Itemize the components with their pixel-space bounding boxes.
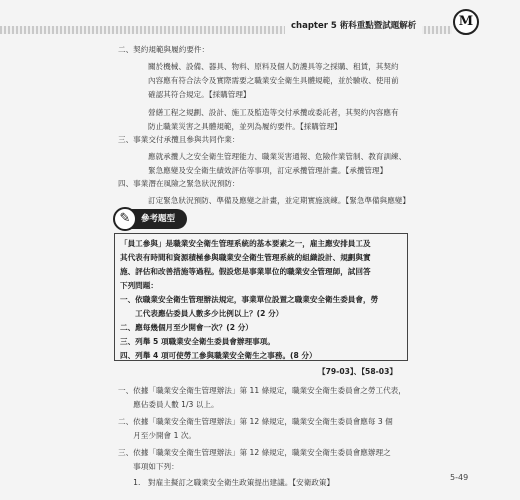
sub-question: 工代表應佔委員人數多少比例以上？(2 分） (120, 309, 284, 318)
body-line: 內容應有符合法令及實際需要之職業安全衛生具體規範，並於驗收、使用前 (148, 76, 399, 85)
question-line: 「員工參與」是職業安全衛生管理系統的基本要素之一，雇主應安排員工及 (120, 239, 371, 248)
body-line: 關於機械、設備、器具、物料、原料及個人防護具等之採購、租賃，其契約 (148, 62, 399, 71)
answer-line: 三、依據「職業安全衛生管理辦法」第 12 條規定，職業安全衛生委員會應辦理之 (118, 448, 391, 457)
question-line: 其代表有時間和資源積極參與職業安全衛生管理系統的組織設計、規劃與實 (120, 253, 371, 262)
answer-line: 月至少開會 1 次。 (118, 431, 197, 440)
body-line: 確認其符合規定。【採購管理】 (148, 90, 251, 99)
body-line: 應就承攬人之安全衛生管理能力、職業災害通報、危險作業管制、教育訓練、 (148, 152, 407, 161)
pencil-icon: ✎ (113, 207, 137, 231)
body-line: 二、契約規範與履約要件： (118, 45, 210, 54)
answer-line: 事項如下列： (118, 462, 179, 471)
body-line: 三、事業交付承攬且參與共同作業： (118, 135, 240, 144)
body-line: 訂定緊急狀況預防、準備及應變之計畫，並定期實施演練。【緊急準備與應變】 (148, 196, 410, 205)
page-number: 5-49 (450, 473, 469, 482)
chapter-title: chapter 5 術科重點暨試題解析 (285, 17, 422, 35)
reference-title: 參考題型 (141, 214, 176, 224)
answer-line: 1. 對雇主擬訂之職業安全衛生政策提出建議。【安衛政策】 (118, 478, 335, 487)
body-line: 緊急應變及安全衛生績效評估等事項，訂定承攬管理計畫。【承攬管理】 (148, 166, 388, 175)
sub-question: 一、依職業安全衛生管理辦法規定，事業單位設置之職業安全衛生委員會，勞 (120, 295, 379, 304)
answer-line: 一、依據「職業安全衛生管理辦法」第 11 條規定，職業安全衛生委員會之勞工代表， (118, 386, 406, 395)
sub-question: 四、列舉 4 項可使勞工參與職業安全衛生之事務。(8 分） (120, 351, 317, 360)
sub-question: 三、列舉 5 項職業安全衛生委員會辦理事項。 (120, 337, 275, 346)
body-line: 營繕工程之規劃、設計、施工及監造等交付承攬或委託者，其契約內容應有 (148, 108, 399, 117)
question-line: 施、評估和改善措施等過程。假設您是事業單位的職業安全管理師，試回答 (120, 267, 371, 276)
answer-line: 應佔委員人數 1/3 以上。 (118, 400, 219, 409)
publisher-logo-icon: M (453, 9, 479, 35)
body-line: 防止職業災害之具體規範，並列為履約要件。【採購管理】 (148, 122, 342, 131)
question-line: 下列問題： (120, 281, 158, 290)
question-source: 【79-03】、【58-03】 (318, 367, 397, 376)
sub-question: 二、應每幾個月至少開會一次？(2 分） (120, 323, 253, 332)
answer-line: 二、依據「職業安全衛生管理辦法」第 12 條規定，職業安全衛生委員會應每 3 個 (118, 417, 393, 426)
body-line: 四、事業潛在風險之緊急狀況預防： (118, 179, 240, 188)
